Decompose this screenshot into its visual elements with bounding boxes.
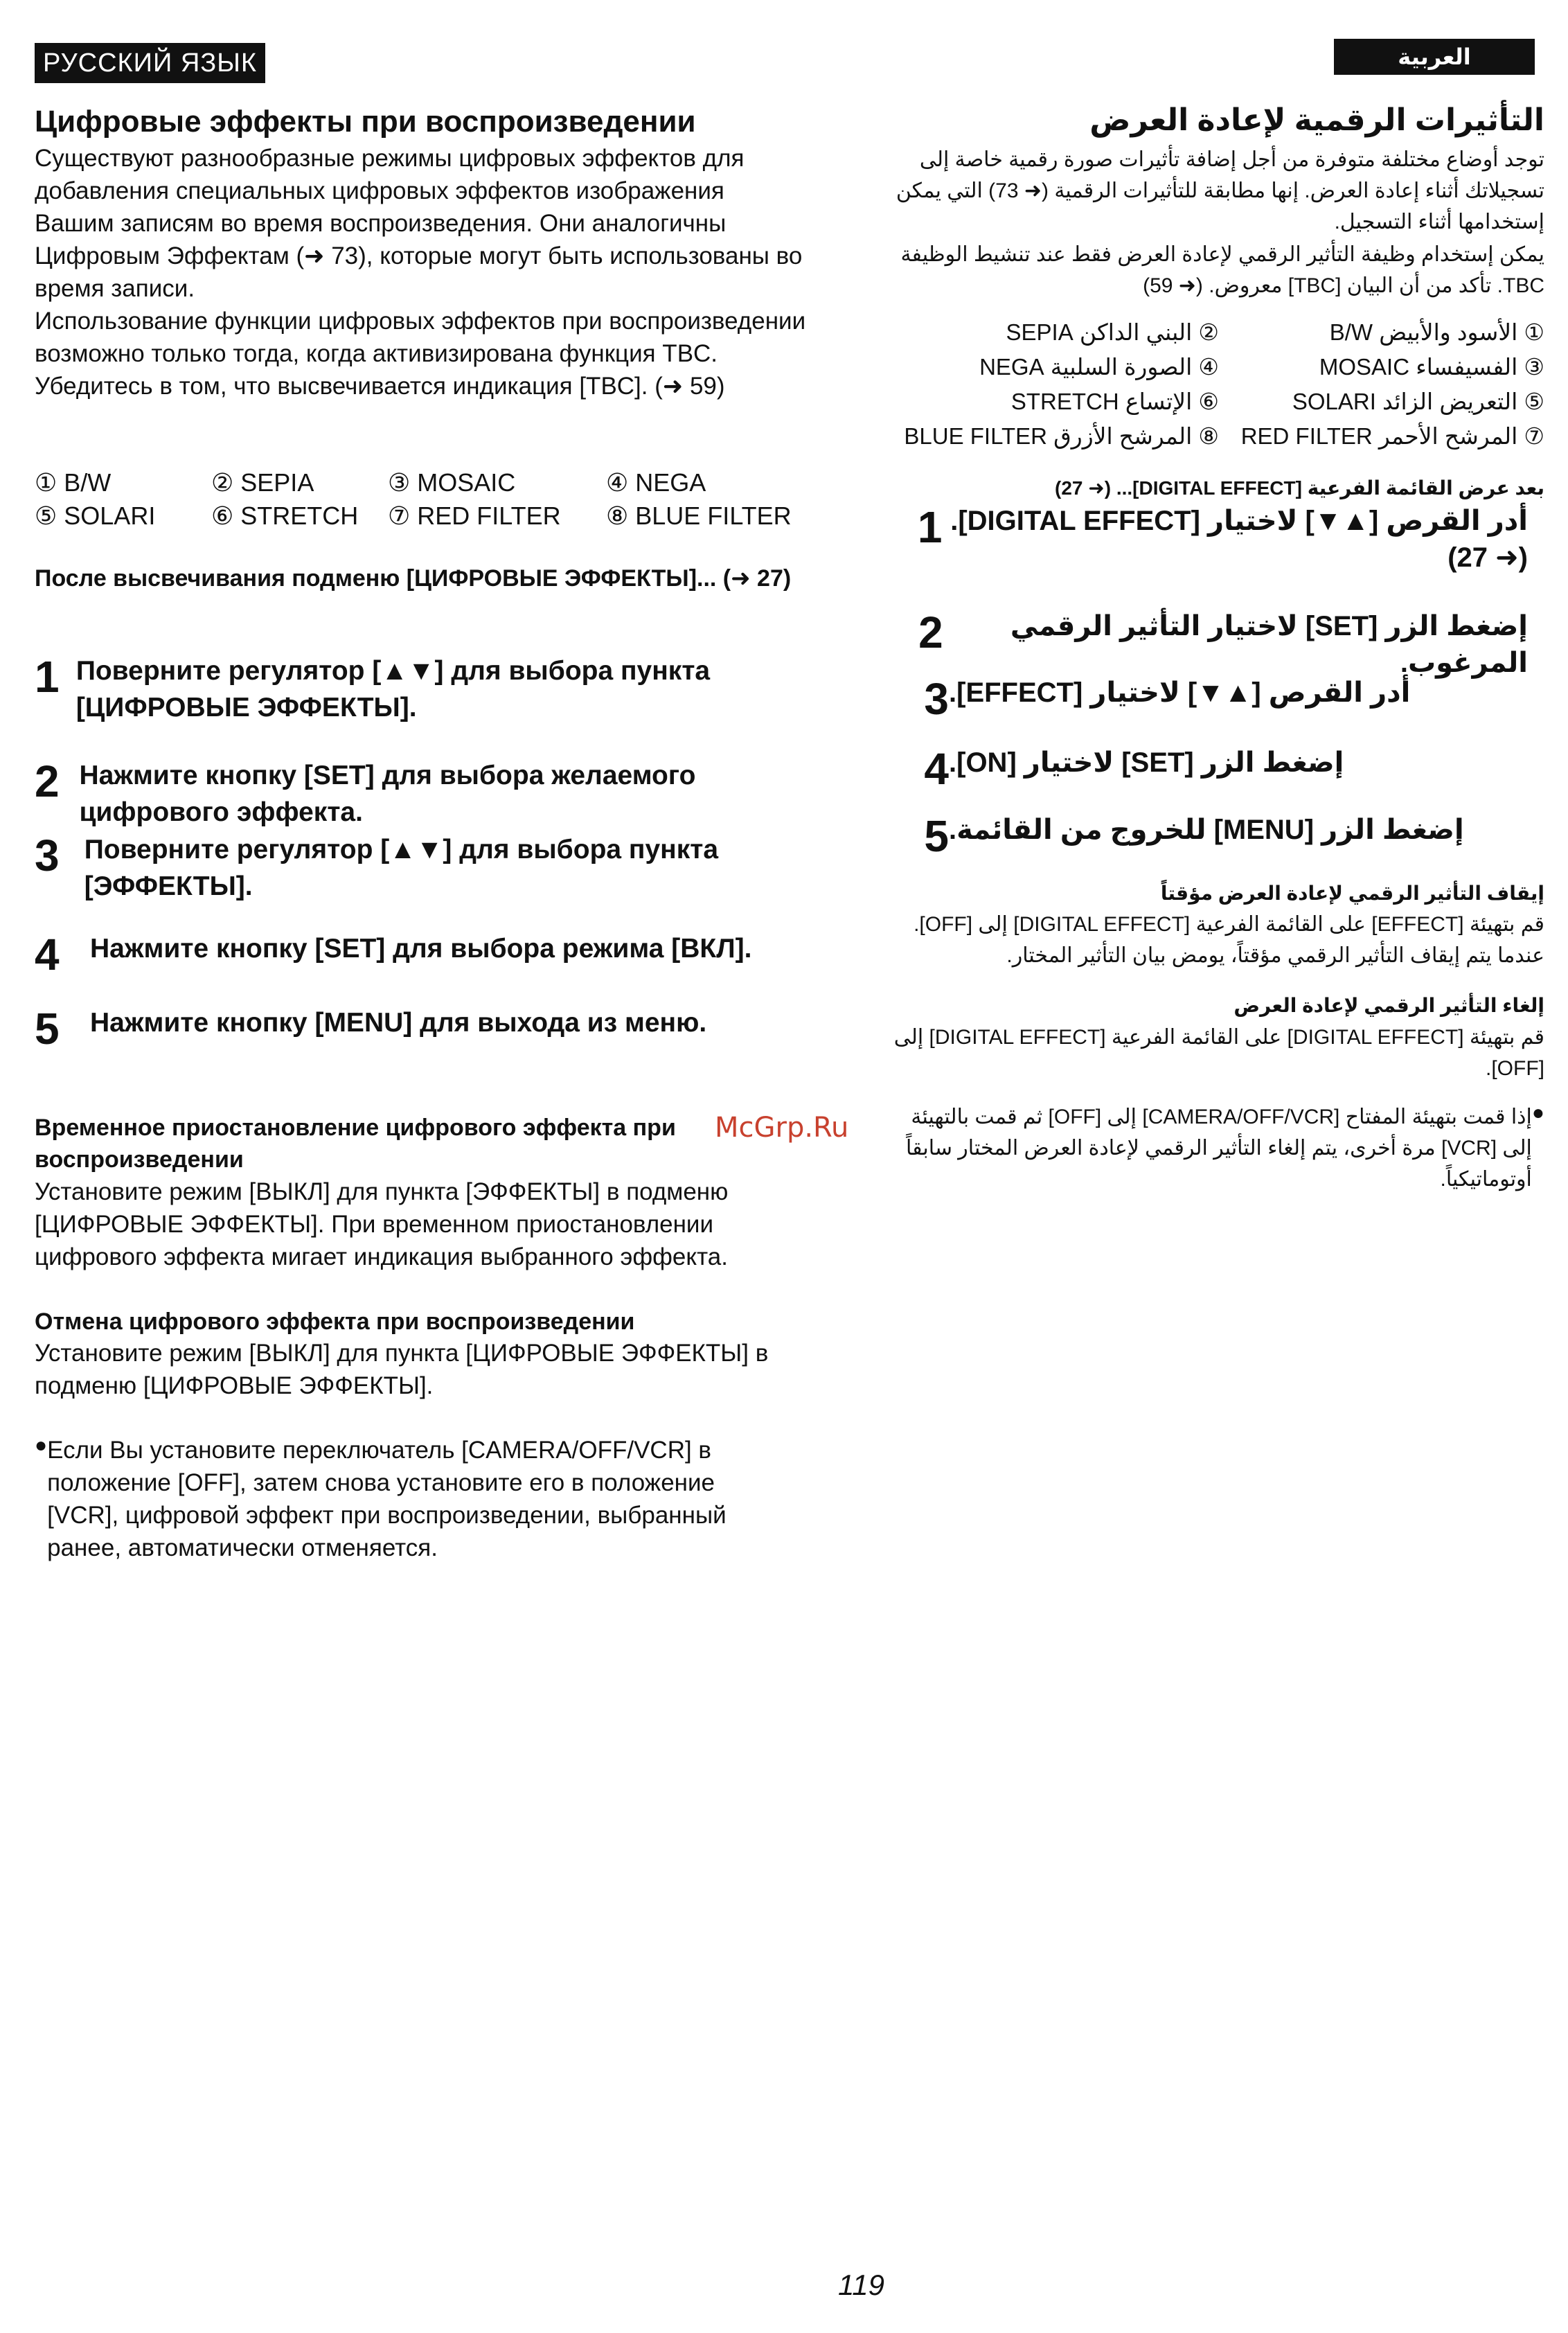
- ru-page-title: Цифровые эффекты при воспроизведении: [35, 105, 696, 139]
- ru-tbc-paragraph: Использование функции цифровых эффектов при воспроизведении возможно только тогда, когда активизирована функция TBC. Убедитесь в том, что высвечивается индикация [TBC]. (➜ 59): [35, 308, 806, 400]
- ar-effect-item: ⑥ الإتساع STRETCH: [1010, 389, 1219, 414]
- ru-effect-item: ⑦ RED FILTER: [388, 502, 561, 530]
- ru-step-text: Нажмите кнопку [SET] для выбора желаемого цифрового эффекта.: [79, 761, 696, 827]
- ar-cancel-heading: إلغاء التأثير الرقمي لإعادة العرض: [1233, 995, 1544, 1016]
- ru-effect-item: ③ MOSAIC: [388, 468, 516, 497]
- ar-intro-paragraph: توجد أوضاع مختلفة متوفرة من أجل إضافة تأثيرات صورة رقمية خاصة إلى تسجيلاتك أثناء إعادة العرض. إنها مطابقة للتأثيرات الرقمية (➜ 73) التي يمكن إستخدامها أثناء التسجيل.: [896, 148, 1544, 233]
- ru-step-5: [35, 1004, 810, 1053]
- ru-step-number: 3: [35, 831, 60, 880]
- page-number: 119: [838, 2269, 884, 2301]
- ru-effect-item: ⑧ BLUE FILTER: [606, 502, 792, 530]
- ar-pause-text: قم بتهيئة [EFFECT] على القائمة الفرعية [DIGITAL EFFECT] إلى [OFF]. عندما يتم إيقاف التأثير الرقمي مؤقتاً، يومض بيان التأثير المختار.: [914, 913, 1544, 967]
- ru-step-text: Нажмите кнопку [SET] для выбора режима [ВКЛ].: [90, 934, 752, 964]
- ru-cancel-heading: Отмена цифрового эффекта при воспроизведении: [35, 1309, 635, 1335]
- ar-effect-item: ⑦ المرشح الأحمر RED FILTER: [1240, 423, 1544, 449]
- ar-note: [893, 1101, 1544, 1195]
- ar-effect-item: ① الأسود والأبيض B/W: [1329, 319, 1544, 345]
- ru-pause-heading: Временное приостановление цифрового эффекта при воспроизведении: [35, 1115, 676, 1173]
- ar-effect-item: ③ الفسيفساء MOSAIC: [1319, 354, 1544, 380]
- ru-intro-paragraph: Существуют разнообразные режимы цифровых эффектов для добавления специальных цифровых эффектов изображения Вашим записям во время воспроизведения. Они аналогичны Цифровым Эффектам (➜ 73), которые могут быть использованы во время записи.: [35, 145, 803, 302]
- ru-step-2: [35, 757, 810, 831]
- ar-cancel-text: قم بتهيئة [DIGITAL EFFECT] على القائمة الفرعية [DIGITAL EFFECT] إلى [OFF].: [893, 1026, 1544, 1080]
- ar-step-1: [893, 503, 1544, 576]
- ar-step-text: إضغط الزر [SET] لاختيار التأثير الرقمي المرغوب.: [1010, 611, 1528, 678]
- ar-step-3: [893, 675, 1544, 723]
- ar-step-text: أدر القرص [▲▼] لاختيار [DIGITAL EFFECT]. (➜ 27): [950, 506, 1528, 573]
- ar-step-number: 4: [924, 744, 949, 794]
- bullet-icon: ●: [35, 1434, 48, 1457]
- ru-step-text: Нажмите кнопку [MENU] для выхода из меню.: [90, 1008, 707, 1038]
- ru-effect-item: ⑤ SOLARI: [35, 502, 156, 530]
- ru-step-number: 5: [35, 1004, 60, 1054]
- ru-pause-text: Установите режим [ВЫКЛ] для пункта [ЭФФЕКТЫ] в подменю [ЦИФРОВЫЕ ЭФФЕКТЫ]. При временном приостановлении цифрового эффекта мигает индикация выбранного эффекта.: [35, 1178, 729, 1270]
- ru-note: [35, 1434, 783, 1564]
- ar-note-text: إذا قمت بتهيئة المفتاح [CAMERA/OFF/VCR] إلى [OFF] ثم قمت بالتهيئة إلى [VCR] مرة أخرى، يتم إلغاء التأثير الرقمي لإعادة العرض المختار سابقاً أوتوماتيكياً.: [906, 1106, 1532, 1191]
- ru-step-3: [35, 831, 810, 905]
- ar-effects-list: [893, 315, 1544, 454]
- ru-effect-item: ② SEPIA: [211, 468, 314, 497]
- ru-note-text: Если Вы установите переключатель [CAMERA/OFF/VCR] в положение [OFF], затем снова установите его в положение [VCR], цифровой эффект при воспроизведении, выбранный ранее, автоматически отменяется.: [47, 1437, 727, 1561]
- ar-after-submenu-note: بعد عرض القائمة الفرعية [DIGITAL EFFECT]... (➜ 27): [1055, 477, 1544, 499]
- ar-step-2: [893, 608, 1544, 682]
- ar-effect-item: ② البني الداكن SEPIA: [1006, 319, 1219, 345]
- ru-effect-item: ⑥ STRETCH: [211, 502, 359, 530]
- ar-effect-item: ⑧ المرشح الأزرق BLUE FILTER: [904, 423, 1219, 449]
- ar-step-number: 5: [924, 811, 949, 861]
- russian-language-tag: РУССКИЙ ЯЗЫК: [35, 43, 265, 83]
- ar-pause-heading: إيقاف التأثير الرقمي لإعادة العرض مؤقتاً: [1160, 882, 1544, 904]
- ar-page-title: التأثيرات الرقمية لإعادة العرض: [1089, 103, 1544, 137]
- ar-tbc-paragraph: يمكن إستخدام وظيفة التأثير الرقمي لإعادة العرض فقط عند تنشيط الوظيفة TBC. تأكد من أن البيان [TBC] معروض. (➜ 59): [900, 243, 1544, 297]
- watermark-text: McGrp.Ru: [715, 1112, 849, 1144]
- ru-step-text: Поверните регулятор [▲▼] для выбора пункта [ЭФФЕКТЫ].: [84, 835, 719, 901]
- ar-step-number: 2: [918, 607, 943, 657]
- ar-step-number: 3: [924, 674, 949, 724]
- ru-effect-item: ④ NEGA: [606, 468, 706, 497]
- arabic-language-tag: العربية: [1334, 39, 1535, 75]
- ar-effect-item: ⑤ التعريض الزائد SOLARI: [1292, 389, 1544, 414]
- ar-step-number: 1: [917, 502, 943, 552]
- ru-cancel-text: Установите режим [ВЫКЛ] для пункта [ЦИФРОВЫЕ ЭФФЕКТЫ] в подменю [ЦИФРОВЫЕ ЭФФЕКТЫ].: [35, 1340, 769, 1399]
- ar-step-5: [893, 812, 1544, 860]
- ru-step-number: 2: [35, 756, 60, 806]
- ar-step-text: إضغط الزر [MENU] للخروج من القائمة.: [949, 815, 1464, 845]
- ru-step-number: 1: [35, 652, 60, 702]
- ru-effect-item: ① B/W: [35, 468, 112, 497]
- ar-step-text: أدر القرص [▲▼] لاختيار [EFFECT].: [949, 677, 1411, 708]
- bullet-icon: ●: [1531, 1101, 1544, 1124]
- ru-step-text: Поверните регулятор [▲▼] для выбора пункта [ЦИФРОВЫЕ ЭФФЕКТЫ].: [75, 656, 711, 722]
- ru-step-1: [35, 653, 810, 726]
- ru-step-4: [35, 930, 810, 979]
- ar-effect-item: ④ الصورة السلبية NEGA: [979, 354, 1219, 380]
- ru-step-number: 4: [35, 930, 60, 979]
- ar-step-4: [893, 745, 1544, 793]
- ar-step-text: إضغط الزر [SET] لاختيار [ON].: [949, 747, 1344, 778]
- ru-effects-list: [35, 466, 810, 533]
- ru-after-submenu-note: После высвечивания подменю [ЦИФРОВЫЕ ЭФФЕКТЫ]... (➜ 27): [35, 565, 792, 592]
